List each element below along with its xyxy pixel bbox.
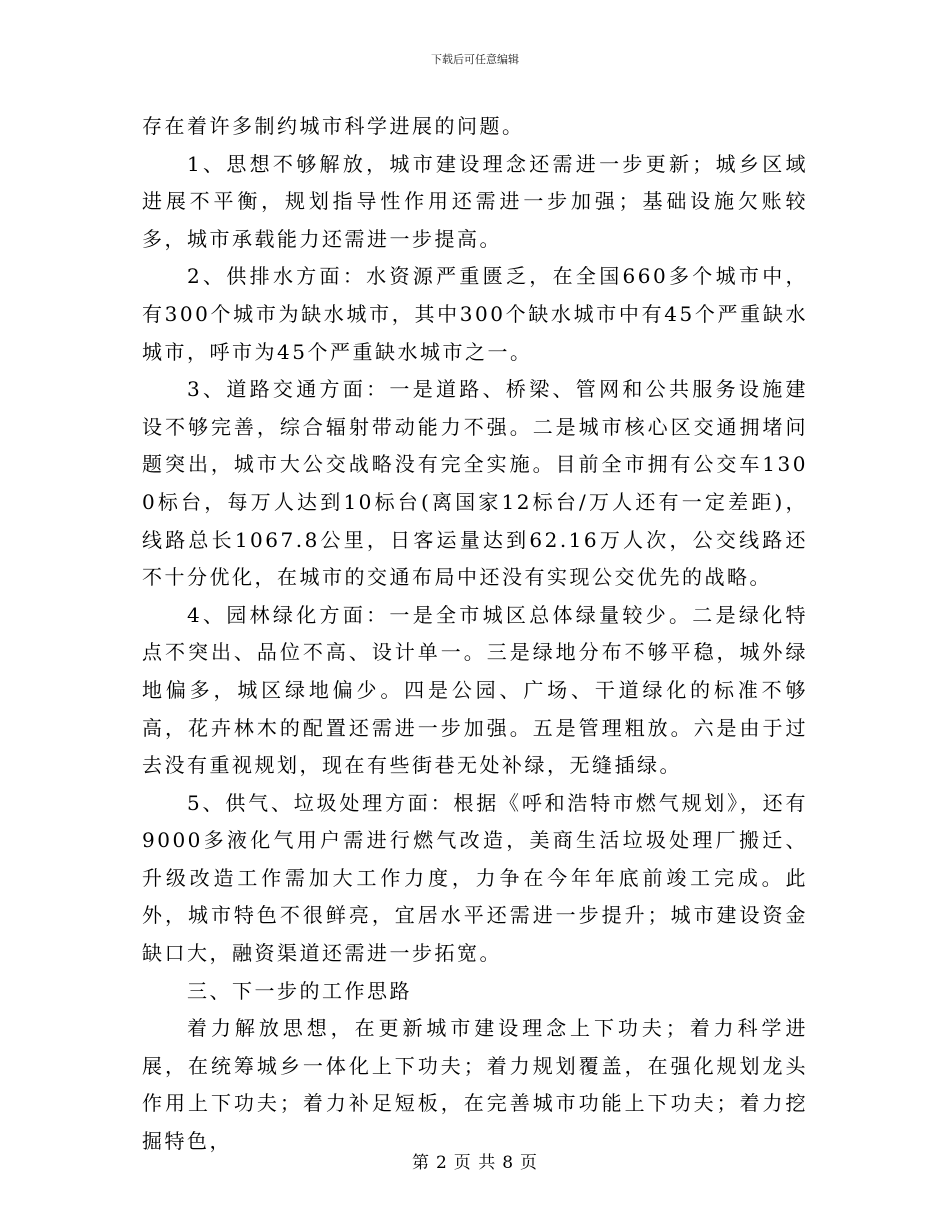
page-number-suffix: 页 xyxy=(520,1153,539,1173)
paragraph-item-5: 5、供气、垃圾处理方面：根据《呼和浩特市燃气规划》，还有9000多液化气用户需进行燃气改造，美商生活垃圾处理厂搬迁、升级改造工作需加大工作力度，力争在今年年底前竣工完成。此外，城市特色不很鲜亮，宜居水平还需进一步提升；城市建设资金缺口大，融资渠道还需进一步拓宽。 xyxy=(142,790,808,966)
paragraph-item-1: 1、思想不够解放，城市建设理念还需进一步更新；城乡区域进展不平衡，规划指导性作用还需进一步加强；基础设施欠账较多，城市承载能力还需进一步提高。 xyxy=(142,151,808,251)
paragraph-continuation: 存在着许多制约城市科学进展的问题。 xyxy=(142,114,525,138)
page-number-prefix: 第 xyxy=(411,1153,430,1173)
document-body xyxy=(142,108,808,1161)
current-page-number: 2 xyxy=(435,1153,448,1173)
paragraph-work-ideas: 着力解放思想，在更新城市建设理念上下功夫；着力科学进展，在统筹城乡一体化上下功夫；着力规划覆盖，在强化规划龙头作用上下功夫；着力补足短板，在完善城市功能上下功夫；着力挖掘特色， xyxy=(142,1016,808,1154)
page-header xyxy=(0,53,950,67)
paragraph-item-3: 3、道路交通方面：一是道路、桥梁、管网和公共服务设施建设不够完善，综合辐射带动能力不强。二是城市核心区交通拥堵问题突出，城市大公交战略没有完全实施。目前全市拥有公交车1300标台，每万人达到10标台(离国家12标台/万人还有一定差距)，线路总长1067.8公里，日客运量达到62.16万人次，公交线路还不十分优化，在城市的交通布局中还没有实现公交优先的战略。 xyxy=(142,377,808,590)
paragraph-item-2: 2、供排水方面：水资源严重匮乏，在全国660多个城市中，有300个城市为缺水城市，其中300个缺水城市中有45个严重缺水城市，呼市为45个严重缺水城市之一。 xyxy=(142,264,808,364)
paragraph-item-4: 4、园林绿化方面：一是全市城区总体绿量较少。二是绿化特点不突出、品位不高、设计单一。三是绿地分布不够平稳，城外绿地偏多，城区绿地偏少。四是公园、广场、干道绿化的标准不够高，花卉林木的配置还需进一步加强。五是管理粗放。六是由于过去没有重视规划，现在有些街巷无处补绿，无缝插绿。 xyxy=(142,602,808,778)
page-footer xyxy=(0,1152,950,1174)
header-text: 下载后可任意编辑 xyxy=(431,53,519,66)
total-page-number: 8 xyxy=(502,1153,515,1173)
page-number-middle: 页 共 xyxy=(453,1153,497,1173)
section-heading: 三、下一步的工作思路 xyxy=(187,978,412,1003)
